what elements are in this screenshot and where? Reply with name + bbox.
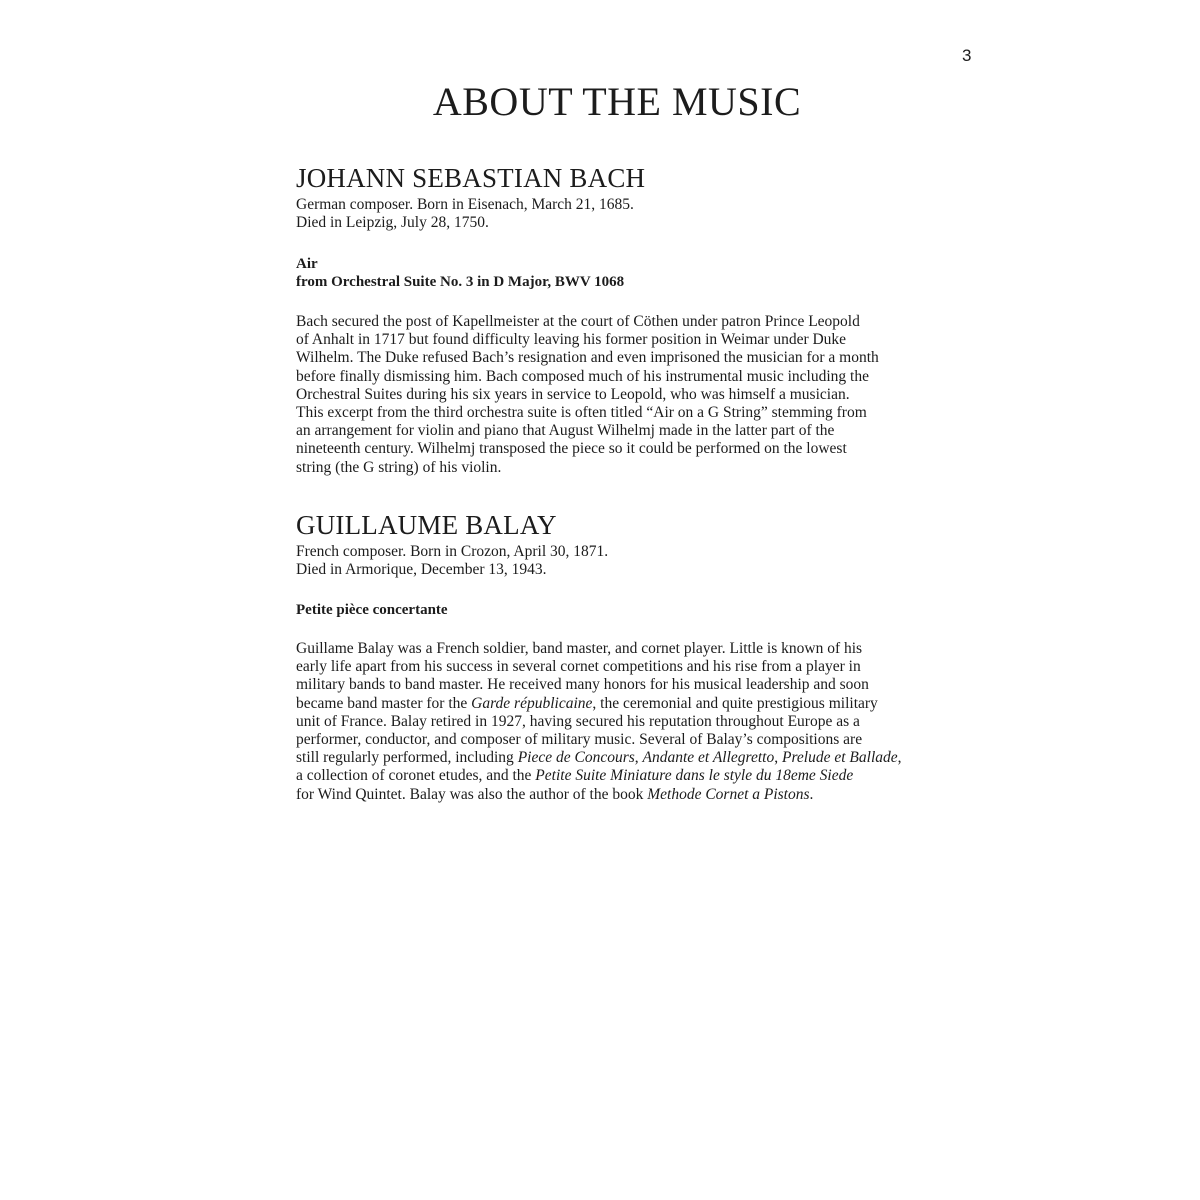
description-text: . [809,785,814,803]
italic-title-andante: Andante et Allegretto [642,749,775,767]
composer-bio: French composer. Born in Crozon, April 30, 1871. Died in Armorique, December 13, 1943. [296,543,609,578]
work-title: Air from Orchestral Suite No. 3 in D Major, BWV 1068 [296,256,625,290]
description-text: , a collection of coronet etudes, and the [296,749,902,785]
description-text: , the ceremonial and quite prestigious military unit of France. Balay retired in 1927, having secured his reputation throughout Europe as a performer, conductor, and composer of military music. Several of Balay’s compositions are still regularly performed, including [296,694,878,767]
description-text: , [774,749,782,767]
italic-title-methode: Methode Cornet a Pistons [647,785,810,803]
page-number: 3 [962,46,972,65]
italic-title-prelude: Prelude et Ballade [782,749,898,767]
composer-section-balay [296,507,946,804]
description-text: , [634,749,643,767]
page-title: ABOUT THE MUSIC [432,79,802,124]
italic-title-garde: Garde républicaine [471,694,593,712]
work-title: Petite pièce concertante [296,602,448,618]
composer-name: GUILLAUME BALAY [296,510,557,540]
italic-title-petite-suite: Petite Suite Miniature dans le style du 18eme Siede [535,767,854,785]
composer-section-bach [296,160,946,477]
composer-name: JOHANN SEBASTIAN BACH [296,163,646,193]
composer-description [296,640,946,804]
italic-title-piece-de-concours: Piece de Concours [517,749,635,767]
composer-description: Bach secured the post of Kapellmeister at the court of Cöthen under patron Prince Leopold of Anhalt in 1717 but found difficulty leaving his former position in Weimar under Duke Wilhelm. The Duke refused Bach’s resignation and even imprisoned the musician for a month before finally dismissing him. Bach composed much of his instrumental music including the Orchestral Suites during his six years in service to Leopold, who was himself a musician. This excerpt from the third orchestra suite is often titled “Air on a G String” stemming from an arrangement for violin and piano that August Wilhelmj made in the latter part of the nineteenth century. Wilhelmj transposed the piece so it could be performed on the lowest string (the G string) of his violin. [296,313,879,476]
description-text: Guillame Balay was a French soldier, band master, and cornet player. Little is known of his early life apart from his success in several cornet competitions and his rise from a player in military bands to band master. He received many honors for his musical leadership and soon became band master for the [296,640,869,712]
composer-bio: German composer. Born in Eisenach, March 21, 1685. Died in Leipzig, July 28, 1750. [296,196,634,231]
description-text: for Wind Quintet. Balay was also the author of the book [296,785,644,803]
